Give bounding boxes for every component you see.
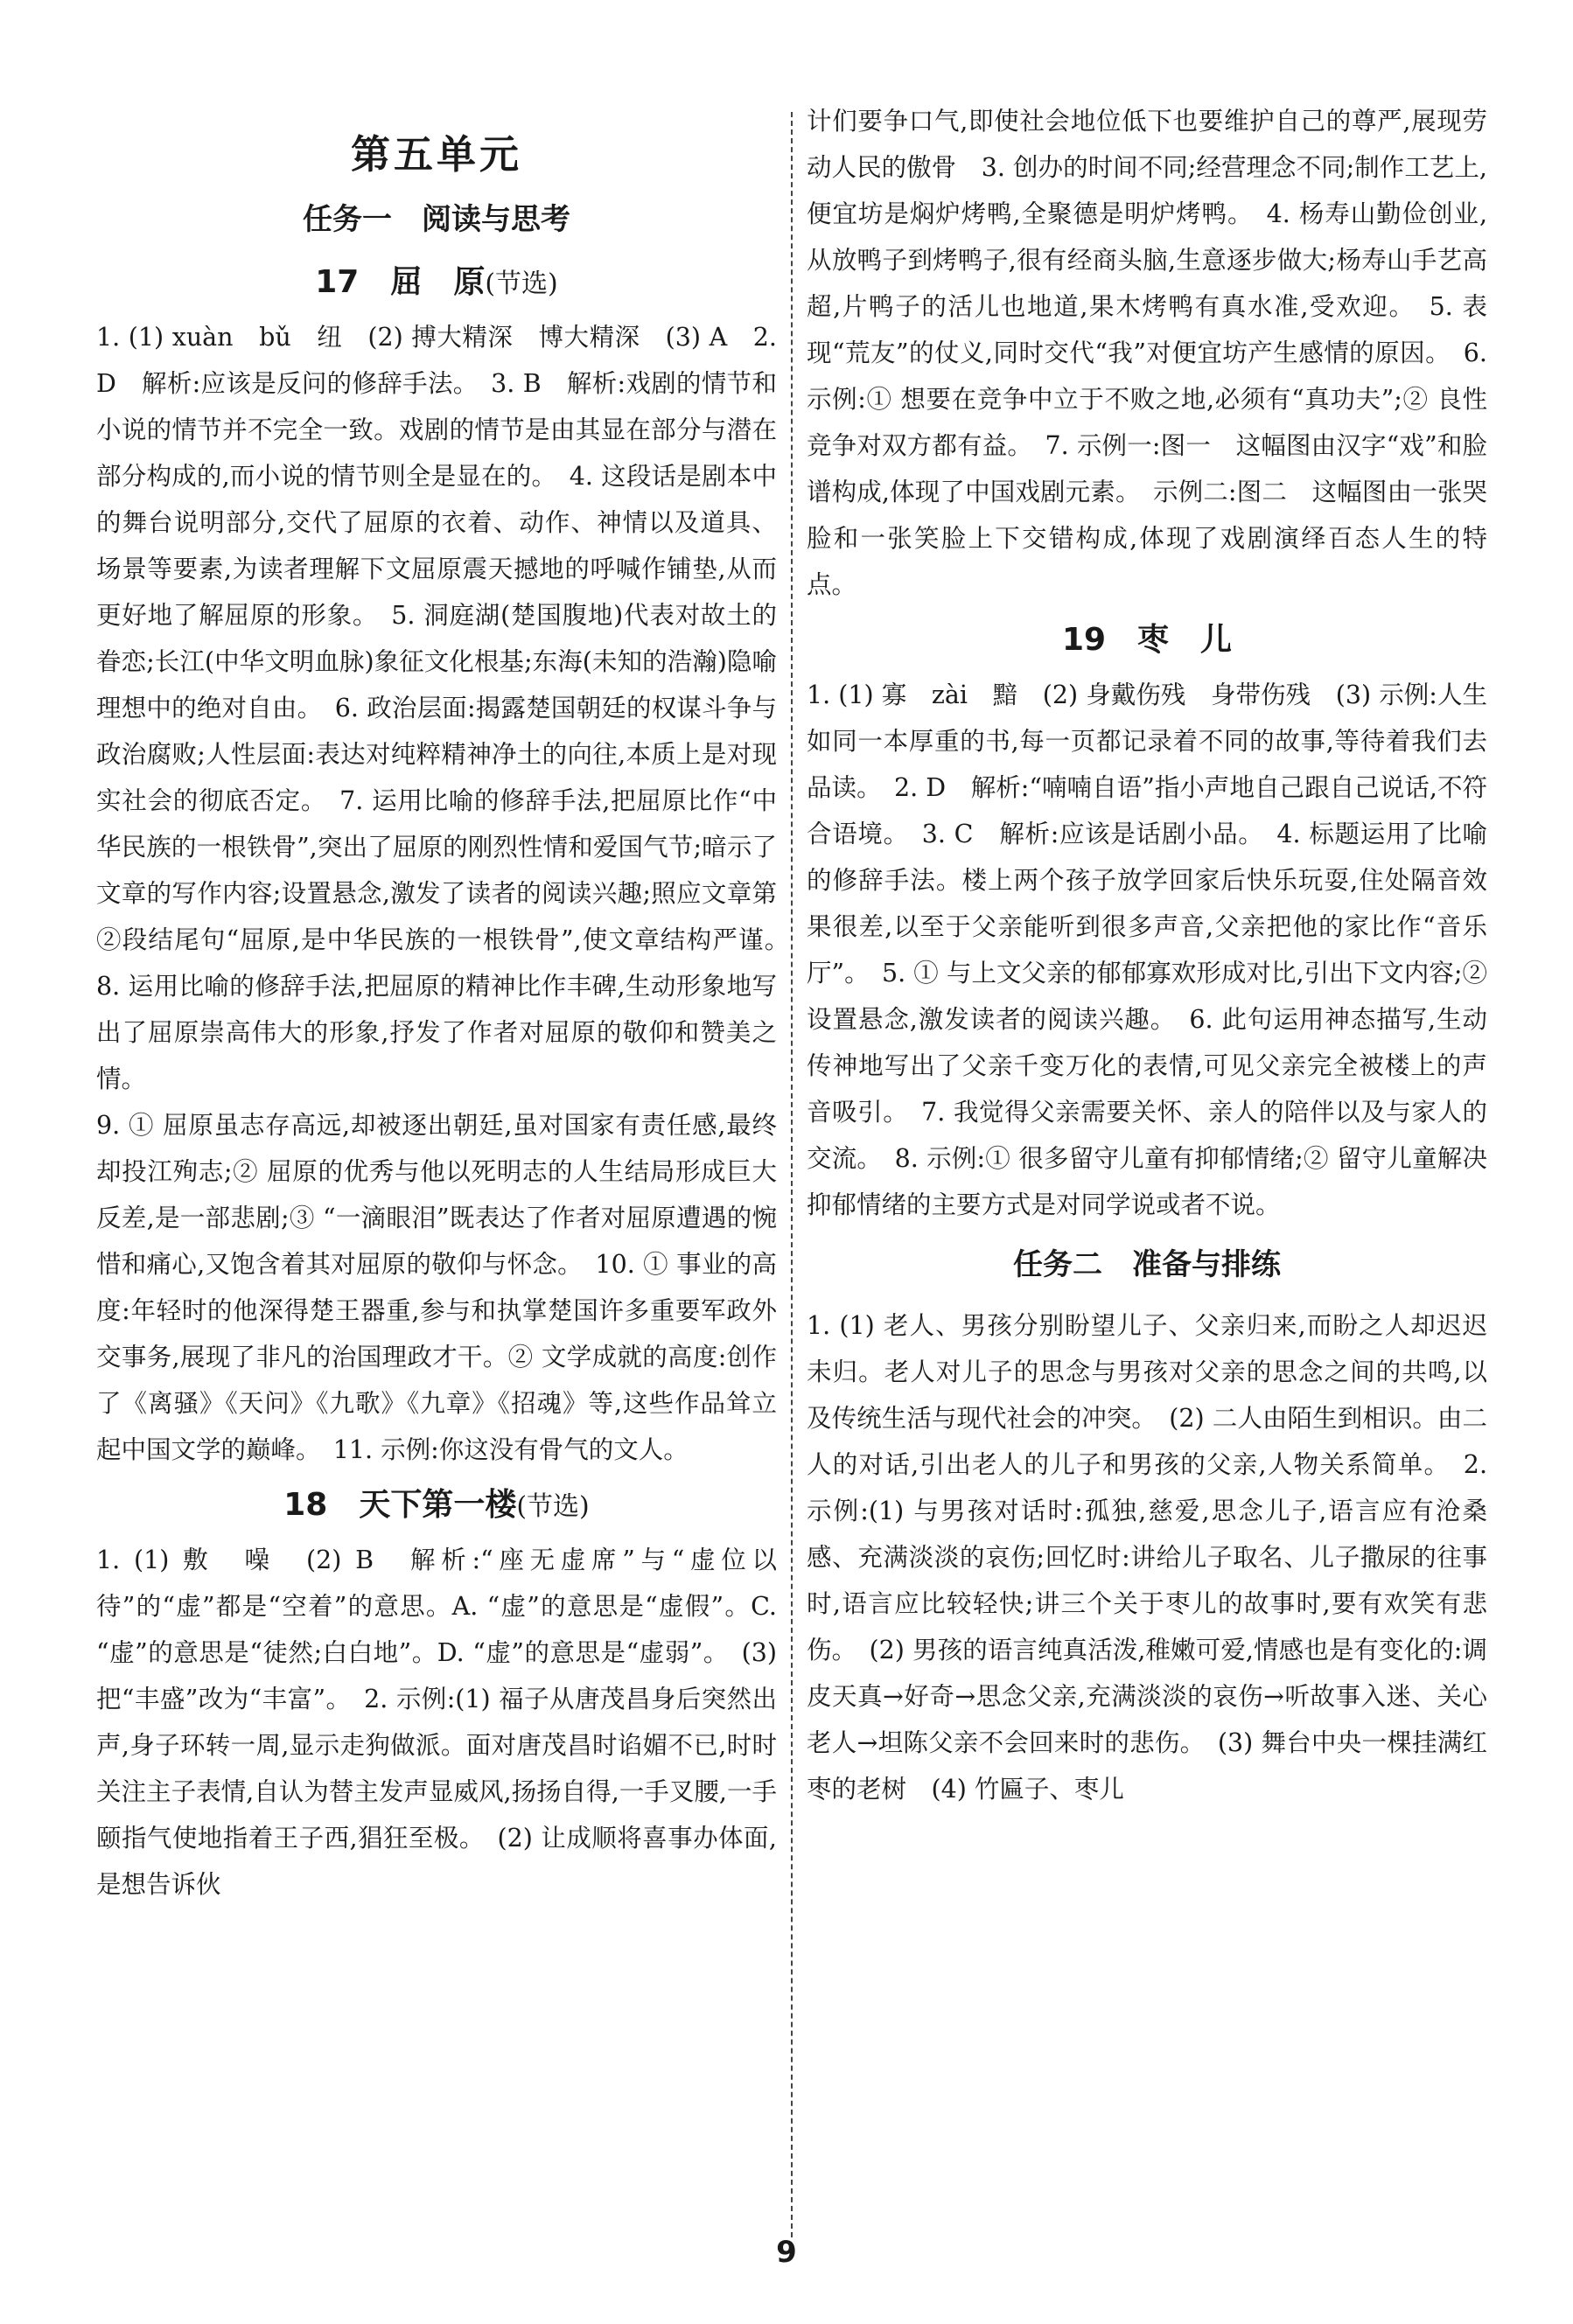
- lesson-17-answers-part2: 9. ① 屈原虽志存高远,却被逐出朝廷,虽对国家有责任感,最终却投江殉志;② 屈原的优秀与他以死明志的人生结局形成巨大反差,是一部悲剧;③ “一滴眼泪”既表达了作者对屈原遭遇的惋惜和痛心,又饱含着其对屈原的敬仰与怀念。 10. ① 事业的高度:年轻时的他深得楚王器重,参与和执掌楚国许多重要军政外交事务,展现了非凡的治国理政才干。② 文学成就的高度:创作了《离骚》《天问》《九歌》《九章》《招魂》等,这些作品耸立起中国文学的巅峰。 11. 示例:你这没有骨气的文人。: [96, 1111, 777, 1464]
- lesson-17-answers-part1: 1. (1) xuàn bǔ 纽 (2) 搏大精深 博大精深 (3) A 2. D 解析:应该是反问的修辞手法。 3. B 解析:戏剧的情节和小说的情节并不完全一致。戏剧的情节是由其显在部分与潜在部分构成的,而小说的情节则全是显在的。 4. 这段话是剧本中的舞台说明部分,交代了屈原的衣着、动作、神情以及道具、场景等要素,为读者理解下文屈原震天撼地的呼喊作铺垫,从而更好地了解屈原的形象。 5. 洞庭湖(楚国腹地)代表对故土的眷恋;长江(中华文明血脉)象征文化根基;东海(未知的浩瀚)隐喻理想中的绝对自由。 6. 政治层面:揭露楚国朝廷的权谋斗争与政治腐败;人性层面:表达对纯粹精神净土的向往,本质上是对现实社会的彻底否定。 7. 运用比喻的修辞手法,把屈原比作“中华民族的一根铁骨”,突出了屈原的刚烈性情和爱国气节;暗示了文章的写作内容;设置悬念,激发了读者的阅读兴趣;照应文章第②段结尾句“屈原,是中华民族的一根铁骨”,使文章结构严谨。 8. 运用比喻的修辞手法,把屈原的精神比作丰碑,生动形象地写出了屈原崇高伟大的形象,抒发了作者对屈原的敬仰和赞美之情。: [96, 323, 802, 1093]
- lesson-18-answers-text: 1. (1) 敷 噪 (2) B 解析:“座无虚席”与“虚位以待”的“虚”都是“空着”的意思。A. “虚”的意思是“虚假”。C. “虚”的意思是“徒然;白白地”。D. “虚”的意思是“虚弱”。 (3) 把“丰盛”改为“丰富”。 2. 示例:(1) 福子从唐茂昌身后突然出声,身子环转一周,显示走狗做派。面对唐茂昌时谄媚不已,时时关注主子表情,自认为替主发声显威风,扬扬自得,一手叉腰,一手颐指气使地指着王子西,猖狂至极。 (2) 让成顺将喜事办体面,是想告诉伙: [96, 1546, 777, 1899]
- lesson-19-number: 19: [1061, 622, 1107, 658]
- task-two-answers-text: 1. (1) 老人、男孩分别盼望儿子、父亲归来,而盼之人却迟迟未归。老人对儿子的思念与男孩对父亲的思念之间的共鸣,以及传统生活与现代社会的冲突。 (2) 二人由陌生到相识。由二人的对话,引出老人的儿子和男孩的父亲,人物关系简单。 2. 示例:(1) 与男孩对话时:孤独,慈爱,思念儿子,语言应有沧桑感、充满淡淡的哀伤;回忆时:讲给儿子取名、儿子撒尿的往事时,语言应比较轻快;讲三个关于枣儿的故事时,要有欢笑有悲伤。 (2) 男孩的语言纯真活泼,稚嫩可爱,情感也是有变化的:调皮天真→好奇→思念父亲,充满淡淡的哀伤→听故事入迷、关心老人→坦陈父亲不会回来时的悲伤。 (3) 舞台中央一棵挂满红枣的老树 (4) 竹匾子、枣儿: [807, 1311, 1487, 1804]
- lesson-19-answers: [807, 672, 1487, 1228]
- lesson-17-subtitle: (节选): [485, 269, 558, 299]
- lesson-17-title: [96, 257, 777, 302]
- column-divider: [791, 112, 793, 2237]
- lesson-18-title: [96, 1480, 777, 1525]
- task-one-title: 任务一 阅读与思考: [303, 202, 570, 237]
- page-number: 9: [776, 2235, 797, 2270]
- right-column: [807, 105, 1487, 1819]
- lesson-17-number: 17: [315, 264, 360, 300]
- unit-title: 第五单元: [350, 131, 522, 178]
- task-two-answers: [807, 1302, 1487, 1812]
- lesson-19-answers-text: 1. (1) 寡 zài 黯 (2) 身戴伤残 身带伤残 (3) 示例:人生如同一本厚重的书,每一页都记录着不同的故事,等待着我们去品读。 2. D 解析:“喃喃自语”指小声地自己跟自己说话,不符合语境。 3. C 解析:应该是话剧小品。 4. 标题运用了比喻的修辞手法。楼上两个孩子放学回家后快乐玩耍,住处隔音效果很差,以至于父亲能听到很多声音,父亲把他的家比作“音乐厅”。 5. ① 与上文父亲的郁郁寡欢形成对比,引出下文内容;② 设置悬念,激发读者的阅读兴趣。 6. 此句运用神态描写,生动传神地写出了父亲千变万化的表情,可见父亲完全被楼上的声音吸引。 7. 我觉得父亲需要关怀、亲人的陪伴以及与家人的交流。 8. 示例:① 很多留守儿童有抑郁情绪;② 留守儿童解决抑郁情绪的主要方式是对同学说或者不说。: [807, 680, 1487, 1219]
- lesson-18-subtitle: (节选): [516, 1491, 590, 1522]
- lesson-17-answers: [96, 314, 802, 1473]
- lesson-19-name: 枣 儿: [1137, 622, 1233, 658]
- lesson-19-title: [807, 615, 1487, 660]
- left-column: [96, 105, 802, 1915]
- lesson-18-answers: [96, 1537, 777, 1908]
- lesson-18-name: 天下第一楼: [359, 1487, 517, 1523]
- lesson-17-name: 屈 原: [390, 264, 486, 300]
- lesson-18-answers-continued: [807, 98, 1487, 608]
- task-two-title: 任务二 准备与排练: [1013, 1247, 1281, 1282]
- lesson-18-continued-text: 计们要争口气,即使社会地位低下也要维护自己的尊严,展现劳动人民的傲骨 3. 创办的时间不同;经营理念不同;制作工艺上,便宜坊是焖炉烤鸭,全聚德是明炉烤鸭。 4. 杨寿山勤俭创业,从放鸭子到烤鸭子,很有经商头脑,生意逐步做大;杨寿山手艺高超,片鸭子的活儿也地道,果木烤鸭有真水准,受欢迎。 5. 表现“荒友”的仗义,同时交代“我”对便宜坊产生感情的原因。 6. 示例:① 想要在竞争中立于不败之地,必须有“真功夫”;② 良性竞争对双方都有益。 7. 示例一:图一 这幅图由汉字“戏”和脸谱构成,体现了中国戏剧元素。 示例二:图二 这幅图由一张哭脸和一张笑脸上下交错构成,体现了戏剧演绎百态人生的特点。: [807, 107, 1487, 599]
- lesson-18-number: 18: [283, 1487, 328, 1523]
